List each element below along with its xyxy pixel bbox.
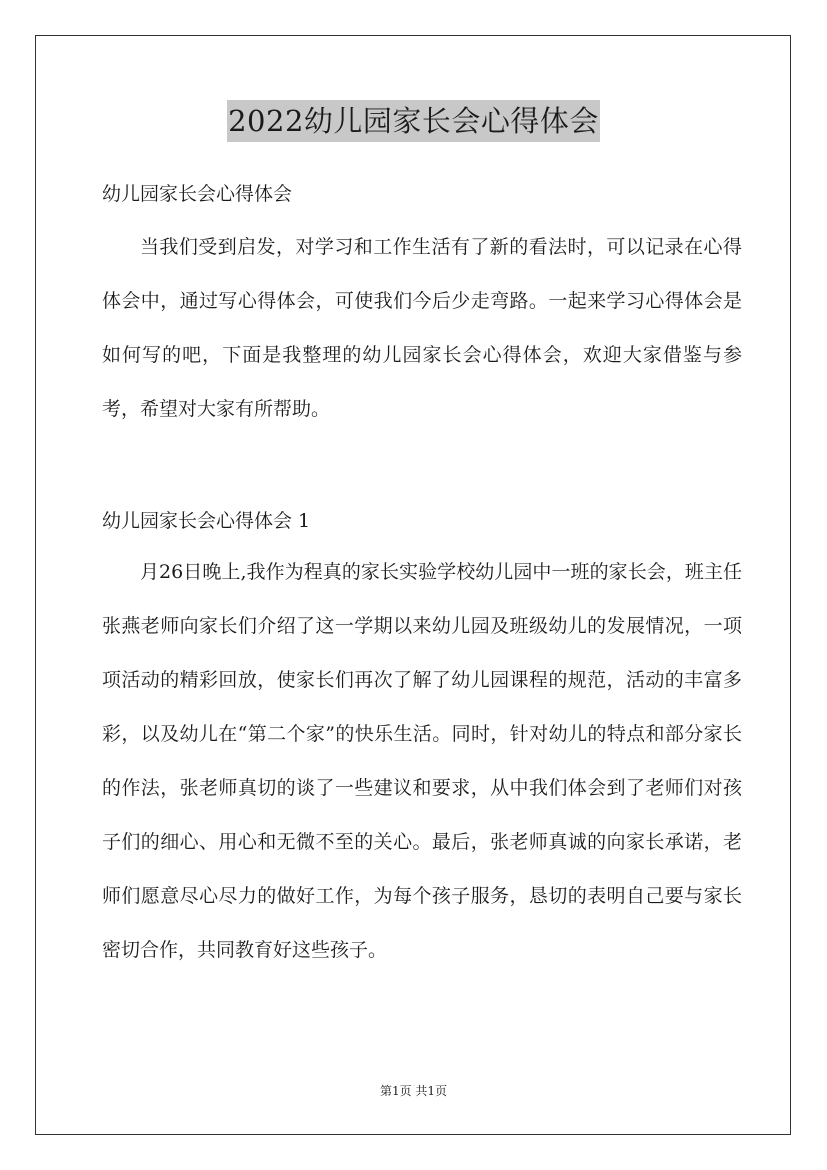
section2-heading: 幼儿园家长会心得体会 1 [102,510,311,532]
document-title: 2022幼儿园家长会心得体会 [227,100,600,142]
intro-paragraph: 当我们受到启发，对学习和工作生活有了新的看法时，可以记录在心得体会中，通过写心得体会，可使我们今后少走弯路。一起来学习心得体会是如何写的吧，下面是我整理的幼儿园家长会心得体会，欢迎大家借鉴与参考，希望对大家有所帮助。 [102,236,742,420]
page-footer: 第1页 共1页 [379,1084,448,1098]
title-container [0,100,827,142]
section2-paragraph: 月26日晚上,我作为程真的家长实验学校幼儿园中一班的家长会，班主任张燕老师向家长们介绍了这一学期以来幼儿园及班级幼儿的发展情况，一项项活动的精彩回放，使家长们再次了解了幼儿园课程的规范，活动的丰富多彩，以及幼儿在“第二个家”的快乐生活。同时，针对幼儿的特点和部分家长的作法，张老师真切的谈了一些建议和要求，从中我们体会到了老师们对孩子们的细心、用心和无微不至的关心。最后，张老师真诚的向家长承诺，老师们愿意尽心尽力的做好工作，为每个孩子服务，恳切的表明自己要与家长密切合作，共同教育好这些孩子。 [102,561,742,961]
section1-heading: 幼儿园家长会心得体会 [102,183,293,205]
